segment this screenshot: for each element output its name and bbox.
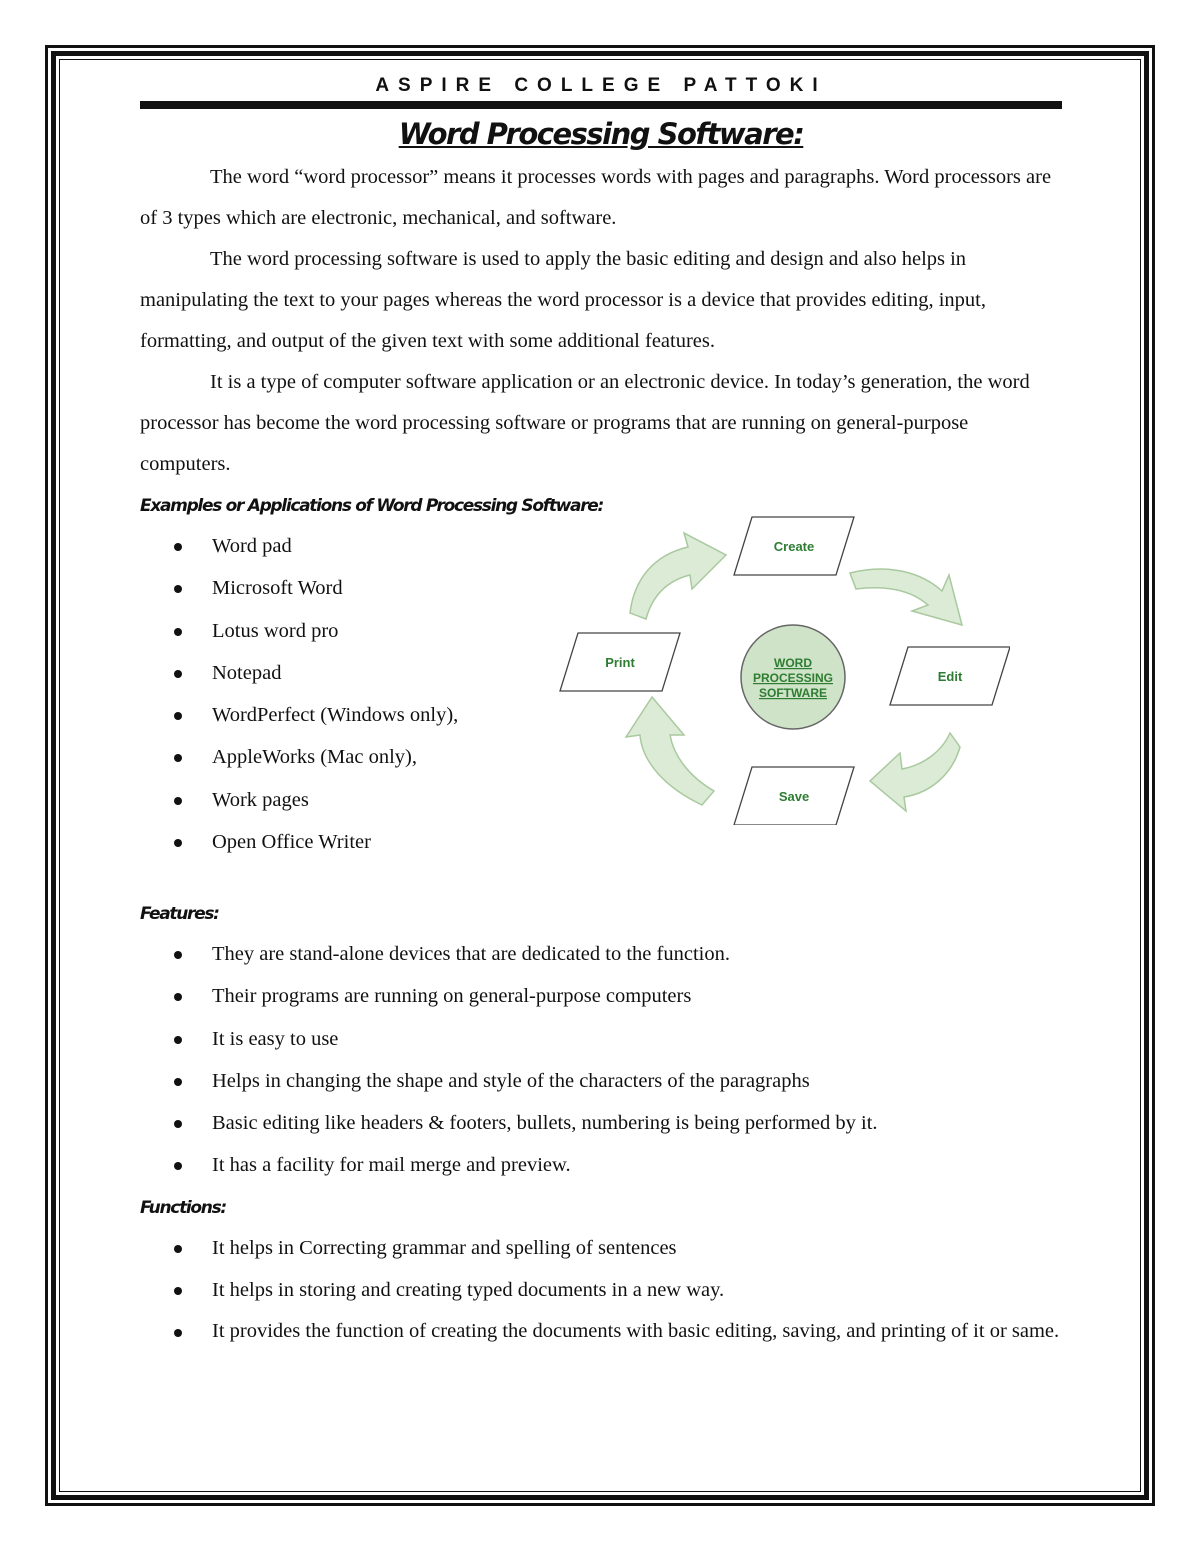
list-item: WordPerfect (Windows only), xyxy=(140,694,1062,736)
center-label-line-2: PROCESSING xyxy=(752,671,834,685)
list-item: It has a facility for mail merge and preview. xyxy=(140,1144,1062,1186)
bullet-icon xyxy=(174,1036,182,1044)
document-body xyxy=(140,70,1062,1352)
center-label-line-3: SOFTWARE xyxy=(759,686,827,700)
examples-heading: Examples or Applications of Word Processing Software: xyxy=(140,496,604,516)
bullet-icon xyxy=(174,1120,182,1128)
center-label-line-1: WORD xyxy=(774,656,812,670)
list-item: Lotus word pro xyxy=(140,610,1062,652)
bullet-icon xyxy=(174,993,182,1001)
arrow-save-to-print-icon xyxy=(626,697,714,805)
page-title: Word Processing Software: xyxy=(398,117,804,151)
list-item: Word pad xyxy=(140,525,1062,567)
bullet-icon xyxy=(174,670,182,678)
create-label: Create xyxy=(773,539,815,554)
list-item: It helps in Correcting grammar and spelling of sentences xyxy=(140,1227,1062,1269)
word-processing-cycle-diagram xyxy=(550,485,1010,825)
features-heading: Features: xyxy=(140,904,219,924)
bullet-icon xyxy=(174,628,182,636)
bullet-icon xyxy=(174,839,182,847)
bullet-icon xyxy=(174,1329,182,1337)
bullet-icon xyxy=(174,951,182,959)
header-rule xyxy=(140,101,1062,109)
list-item: It is easy to use xyxy=(140,1018,1062,1060)
intro-paragraph-1: The word “word processor” means it processes words with pages and paragraphs. Word processors are of 3 types which are electronic, mechanical, and software. xyxy=(140,166,1052,229)
bullet-icon xyxy=(174,1245,182,1253)
functions-list xyxy=(140,1227,1062,1353)
list-item: Work pages xyxy=(140,779,1062,821)
bullet-icon xyxy=(174,1078,182,1086)
intro-paragraph-2: The word processing software is used to apply the basic editing and design and also helps in manipulating the text to your pages whereas the word processor is a device that provides editing, input, formatting, and output of the given text with some additional features. xyxy=(140,248,986,352)
list-item: Microsoft Word xyxy=(140,567,1062,609)
list-item: Notepad xyxy=(140,652,1062,694)
bullet-icon xyxy=(174,712,182,720)
bullet-icon xyxy=(174,543,182,551)
arrow-print-to-create-icon xyxy=(630,533,726,619)
arrow-edit-to-save-icon xyxy=(870,733,960,811)
intro-paragraph-3: It is a type of computer software application or an electronic device. In today’s generation, the word processor has become the word processing software or programs that are running on general-purpose computers. xyxy=(140,371,1030,475)
list-item: Open Office Writer xyxy=(140,821,1062,863)
list-item: It provides the function of creating the documents with basic editing, saving, and printing of it or same. xyxy=(140,1311,1062,1352)
bullet-icon xyxy=(174,1287,182,1295)
list-item: It helps in storing and creating typed documents in a new way. xyxy=(140,1269,1062,1311)
bullet-icon xyxy=(174,797,182,805)
functions-heading: Functions: xyxy=(140,1197,226,1218)
features-list xyxy=(140,933,1062,1187)
examples-section xyxy=(140,525,1062,907)
list-item: Helps in changing the shape and style of the characters of the paragraphs xyxy=(140,1060,1062,1102)
list-item: AppleWorks (Mac only), xyxy=(140,736,1062,778)
arrow-create-to-edit-icon xyxy=(850,569,962,625)
list-item: They are stand-alone devices that are dedicated to the function. xyxy=(140,933,1062,975)
edit-label: Edit xyxy=(937,669,963,684)
college-name: ASPIRE COLLEGE PATTOKI xyxy=(375,75,827,96)
save-label: Save xyxy=(778,789,810,804)
print-label: Print xyxy=(605,655,635,670)
bullet-icon xyxy=(174,585,182,593)
list-item: Their programs are running on general-purpose computers xyxy=(140,975,1062,1017)
list-item: Basic editing like headers & footers, bullets, numbering is being performed by it. xyxy=(140,1102,1062,1144)
bullet-icon xyxy=(174,754,182,762)
bullet-icon xyxy=(174,1162,182,1170)
